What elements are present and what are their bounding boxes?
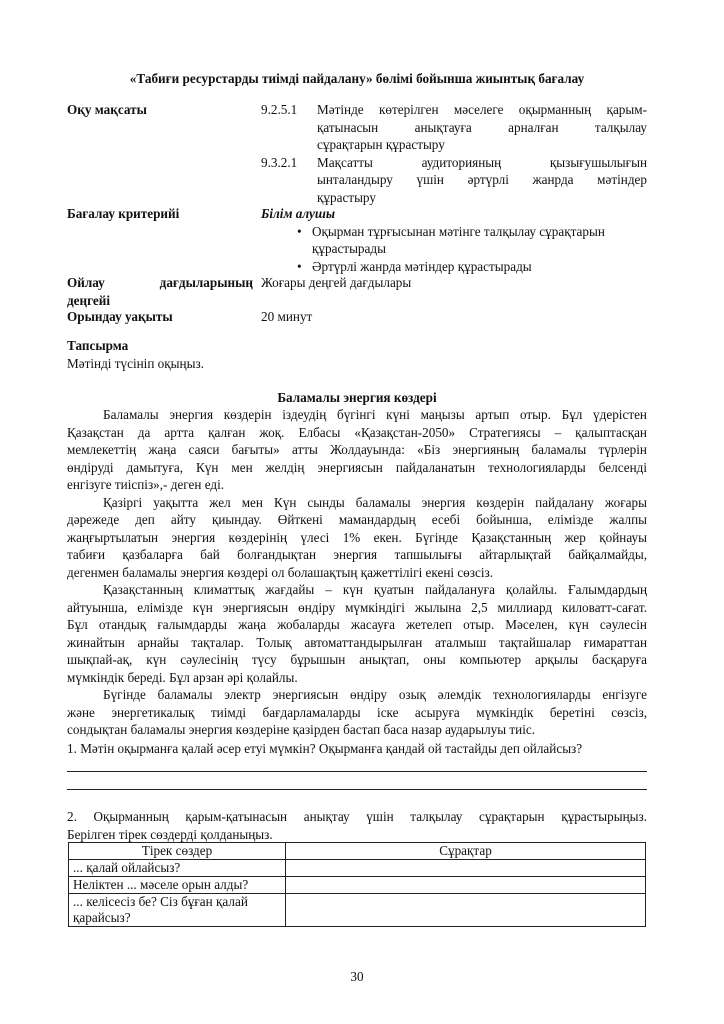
thinking-label bbox=[67, 274, 253, 309]
document-page bbox=[67, 0, 647, 1024]
thinking-value: Жоғары деңгей дағдылары bbox=[261, 275, 412, 290]
objective-2-text: құрастыру bbox=[317, 189, 376, 205]
question-2 bbox=[67, 808, 647, 843]
answer-cell[interactable] bbox=[286, 877, 646, 894]
paragraph bbox=[67, 494, 647, 582]
text-line: жинайтын арнайы тақталар. Толық автоматтандырылған аталмыш тақтайшалар ғимараттан bbox=[67, 634, 647, 650]
objective-2-text: ынталандыру үшін әртүрлі жанрда мәтіндер bbox=[317, 172, 647, 187]
answer-line[interactable] bbox=[67, 771, 647, 772]
text-line: Қазақстан да артта қалған жоқ. Елбасы «Қазақстан-2050» Стратегиясы – қалыптасқан bbox=[67, 424, 647, 440]
text-line: Қазіргі уақытта жел мен Күн сынды баламалы энергия көздерін пайдалану жоғары bbox=[103, 494, 647, 510]
table-row bbox=[69, 877, 646, 894]
answer-cell[interactable] bbox=[286, 894, 646, 927]
bullet-icon: • bbox=[297, 258, 302, 274]
paragraph bbox=[67, 406, 647, 494]
question-2-line: Берілген тірек сөздерді қолданыңыз. bbox=[67, 826, 273, 842]
objective-1-line-3 bbox=[261, 136, 647, 154]
text-line: сондықтан баламалы энергия көздеріне қазірден бастап баса назар аударылуы тиіс. bbox=[67, 722, 536, 737]
criteria-text: Оқырман тұрғысынан мәтінге талқылау сұрақтарын bbox=[312, 223, 605, 239]
bullet-icon: • bbox=[297, 223, 302, 239]
keyword-line: ... келісесіз бе? Сіз бұған қалай bbox=[73, 894, 248, 909]
column-header-questions: Сұрақтар bbox=[286, 843, 646, 860]
objective-1-line-1 bbox=[261, 101, 647, 119]
criteria-block bbox=[261, 205, 647, 275]
objective-2-text: Мақсатты аудиторияның қызығушылығын bbox=[317, 154, 647, 170]
text-line: мемлекеттің жаңа саяси бағыты» атты Жолдауында: «Біз энергияның баламалы түрлерін bbox=[67, 442, 647, 457]
thinking-label-word: дағдыларының bbox=[159, 275, 253, 290]
text-line: шықпай-ақ, күн сәулесінің түсу бұрышын анықтап, оны компьютер арқылы басқаруға bbox=[67, 652, 647, 667]
objective-2-line-1 bbox=[261, 154, 647, 172]
task-heading: Тапсырма bbox=[67, 338, 129, 353]
text-line: мүмкіндік береді. Бұл арзан әрі қолайлы. bbox=[67, 669, 298, 685]
thinking-label-word: деңгейі bbox=[67, 292, 111, 308]
time-value: 20 минут bbox=[261, 309, 313, 324]
text-line: Қазақстанның климаттық жағдайы – күн қуатын пайдалануға қолайлы. Ғалымдардың bbox=[103, 582, 647, 597]
criteria-heading: Білім алушы bbox=[261, 206, 335, 221]
text-line: Баламалы энергия көздерін іздеудің бүгінгі күні маңызы артып отыр. Бұл үдерістен bbox=[103, 407, 647, 422]
table-row bbox=[69, 860, 646, 877]
objective-1-text: Мәтінде көтерілген мәселеге оқырманның қарым- bbox=[317, 102, 647, 117]
column-header-keywords: Тірек сөздер bbox=[69, 843, 286, 860]
criteria-text: құрастырады bbox=[312, 241, 386, 256]
criteria-label: Бағалау критерийі bbox=[67, 206, 180, 221]
table-header-row bbox=[69, 843, 646, 860]
text-line: Бұл отандық ғалымдарды жаңа жобаларды жасауға жетелеп отыр. Мәселен, күн сәулесін bbox=[67, 617, 647, 632]
time-label: Орындау уақыты bbox=[67, 309, 173, 324]
question-2-line: 2. Оқырманның қарым-қатынасын анықтау үшін талқылау сұрақтарын құрастырыңыз. bbox=[67, 809, 647, 824]
question-1: 1. Мәтін оқырманға қалай әсер етуі мүмкін? Оқырманға қандай ой тастайды деп ойлайсыз? bbox=[67, 741, 583, 756]
keywords-table bbox=[68, 842, 646, 927]
keyword-line: қарайсыз? bbox=[73, 910, 131, 925]
text-line: енгізуге тиіспіз»,- деген еді. bbox=[67, 477, 225, 492]
text-line: дәрежеде деп айту қиындау. Өйткені мамандардың есебі бойынша, елімізде жалпы bbox=[67, 512, 647, 527]
keyword-cell: Неліктен ... мәселе орын алды? bbox=[69, 877, 286, 894]
learning-goal-label: Оқу мақсаты bbox=[67, 102, 147, 117]
text-line: дегенмен баламалы энергия көздері ол болашақтың қажеттілігі екені сөзсіз. bbox=[67, 564, 494, 580]
objective-1-text: сұрақтарын құрастыру bbox=[317, 137, 445, 152]
page-number: 30 bbox=[350, 969, 364, 984]
text-line: өндіруді дамытуға, Күн мен желдің энергиясын пайдаланатын технологияларды белсенді bbox=[67, 459, 647, 475]
text-line: және энергетикалық тиімді бағдарламаларды іске асыруға мүмкіндік беретіні сөзсіз, bbox=[67, 704, 647, 720]
criteria-text: Әртүрлі жанрда мәтіндер құрастырады bbox=[312, 258, 532, 274]
paragraph bbox=[67, 581, 647, 686]
objective-2-line-3 bbox=[261, 189, 647, 207]
answer-cell[interactable] bbox=[286, 860, 646, 877]
table-row bbox=[69, 894, 646, 927]
learning-objectives bbox=[261, 101, 647, 206]
text-line: табиғи қазбаларға бай болғандықтан энергия тапшылығы айтарлықтай байқалмайды, bbox=[67, 547, 647, 562]
paragraph bbox=[67, 686, 647, 739]
reading-text-title: Баламалы энергия көздері bbox=[277, 390, 437, 405]
objective-1-text: қатынасын анықтауға арналған талқылау bbox=[317, 119, 647, 135]
objective-2-line-2 bbox=[261, 171, 647, 189]
task-instruction: Мәтінді түсініп оқыңыз. bbox=[67, 356, 204, 371]
text-line: Бүгінде баламалы электр энергиясын өндіру озық әлемдік технологияларды енгізуге bbox=[103, 687, 647, 702]
objective-1-code: 9.2.5.1 bbox=[261, 102, 298, 117]
objective-1-line-2 bbox=[261, 119, 647, 137]
answer-line[interactable] bbox=[67, 789, 647, 790]
keyword-cell: ... қалай ойлайсыз? bbox=[69, 860, 286, 877]
text-line: жаңғыртылатын энергия көздерінің үлесі 1% екен. Бүгінде Қазақстанның жер қойнауы bbox=[67, 529, 647, 545]
keyword-cell bbox=[69, 894, 286, 927]
criteria-item bbox=[261, 258, 647, 276]
text-line: айтуынша, елімізде күн энергиясын өндіру мүмкіндігі жылына 2,5 миллиард киловатт-сағат. bbox=[67, 599, 647, 615]
criteria-item bbox=[261, 223, 647, 258]
thinking-label-word: Ойлау bbox=[67, 275, 105, 290]
reading-text bbox=[67, 406, 647, 739]
objective-2-code: 9.3.2.1 bbox=[261, 154, 298, 170]
page-title: «Табиғи ресурстарды тиімді пайдалану» бөлімі бойынша жиынтық бағалау bbox=[129, 71, 585, 86]
